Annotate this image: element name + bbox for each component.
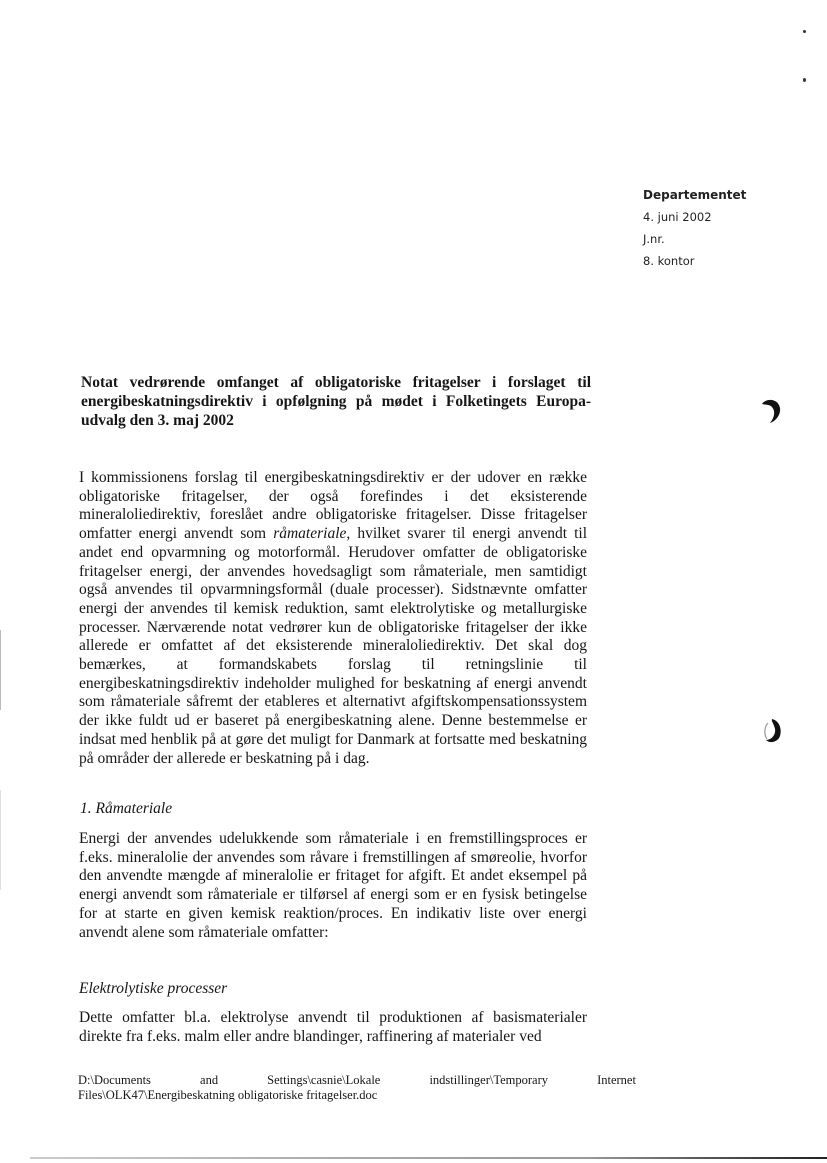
section-heading-raw-material: 1. Råmateriale <box>80 800 173 817</box>
intro-text-part1: I kommissionens forslag til energibeskatningsdirektiv er der udover en række obligatoriske fritagelser, der også forefindes i det eksisterende mineraloliedirektiv, foreslået andre obligatoriske fritagelser. Disse fritagelser omfatter energi anvendt som <box>79 469 587 543</box>
scan-speck <box>803 78 806 82</box>
footer-path-line2: Files\OLK47\Energibeskatning obligatoriske fritagelser.doc <box>78 1088 378 1102</box>
intro-text-part2: , hvilket svarer til energi anvendt til andet end opvarmning og motorformål. Herudover omfatter de obligatoriske fritagelser energi, der anvendes hovedsagligt som råmateriale, men samtidigt også anvendes til opvarmningsformål (duale processer). Sidstnævnte omfatter energi der anvendes til kemisk reduktion, samt elektrolytiske og metallurgiske processer. Nærværende notat vedrører kun de obligatoriske fritagelser der ikke allerede er omfattet af det eksisterende mineraloliedirektiv. Det skal dog bemærkes, at formandskabets forslag til retningslinie til energibeskatningsdirektiv indeholder mulighed for beskatning af energi anvendt som råmateriale såfremt der etableres et alternativt afgiftskompensationssystem der ikke fuldt ud er baseret på energibeskatning alene. Denne bestemmelse er indsat med henblik på at gøre det muligt for Danmark at fortsatte med beskatning på områder der allerede er beskatning på i dag. <box>79 525 588 767</box>
section-paragraph-electrolytic: Dette omfatter bl.a. elektrolyse anvendt til produktionen af basismaterialer direkte fra f.eks. malm eller andre blandinger, raffinering af materialer ved <box>79 1009 587 1045</box>
office-name: 8. kontor <box>643 254 695 268</box>
scan-edge-line <box>0 630 1 710</box>
journal-number: J.nr. <box>643 232 665 246</box>
section-heading-electrolytic: Elektrolytiske processer <box>79 980 228 997</box>
intro-paragraph <box>79 469 587 768</box>
document-date: 4. juni 2002 <box>643 210 712 224</box>
footer-path-seg2: and <box>200 1073 219 1087</box>
file-path-footer <box>78 1073 638 1103</box>
letterhead <box>643 188 803 276</box>
punch-hole-mark <box>762 718 782 744</box>
footer-path-seg4: indstillinger\Temporary <box>429 1073 548 1087</box>
scan-edge-line <box>0 790 1 890</box>
footer-path-seg3: Settings\casnie\Lokale <box>267 1073 381 1087</box>
intro-emphasis: råmateriale <box>273 525 347 543</box>
footer-path-seg5: Internet <box>597 1073 636 1087</box>
department-name: Departementet <box>643 188 747 202</box>
scan-speck <box>803 30 806 33</box>
section-paragraph-raw-material: Energi der anvendes udelukkende som råmateriale i en fremstillingsproces er f.eks. mineralolie der anvendes som råvare i fremstillingen af smøreolie, hvorfor den anvendte mængde af mineralolie er fritaget for afgift. Et andet eksempel på energi anvendt som råmateriale er tilførsel af energi som er en fysisk betingelse for at starte en given kemisk reaktion/proces. En indikativ liste over energi anvendt alene som råmateriale omfatter: <box>79 830 587 941</box>
punch-hole-mark <box>760 398 782 424</box>
scan-bottom-edge <box>30 1157 827 1159</box>
footer-path-seg1: D:\Documents <box>78 1073 151 1087</box>
document-title: Notat vedrørende omfanget af obligatoriske fritagelser i forslaget til energibeskatningsdirektiv i opfølgning på mødet i Folketingets Europa-udvalg den 3. maj 2002 <box>81 374 591 429</box>
